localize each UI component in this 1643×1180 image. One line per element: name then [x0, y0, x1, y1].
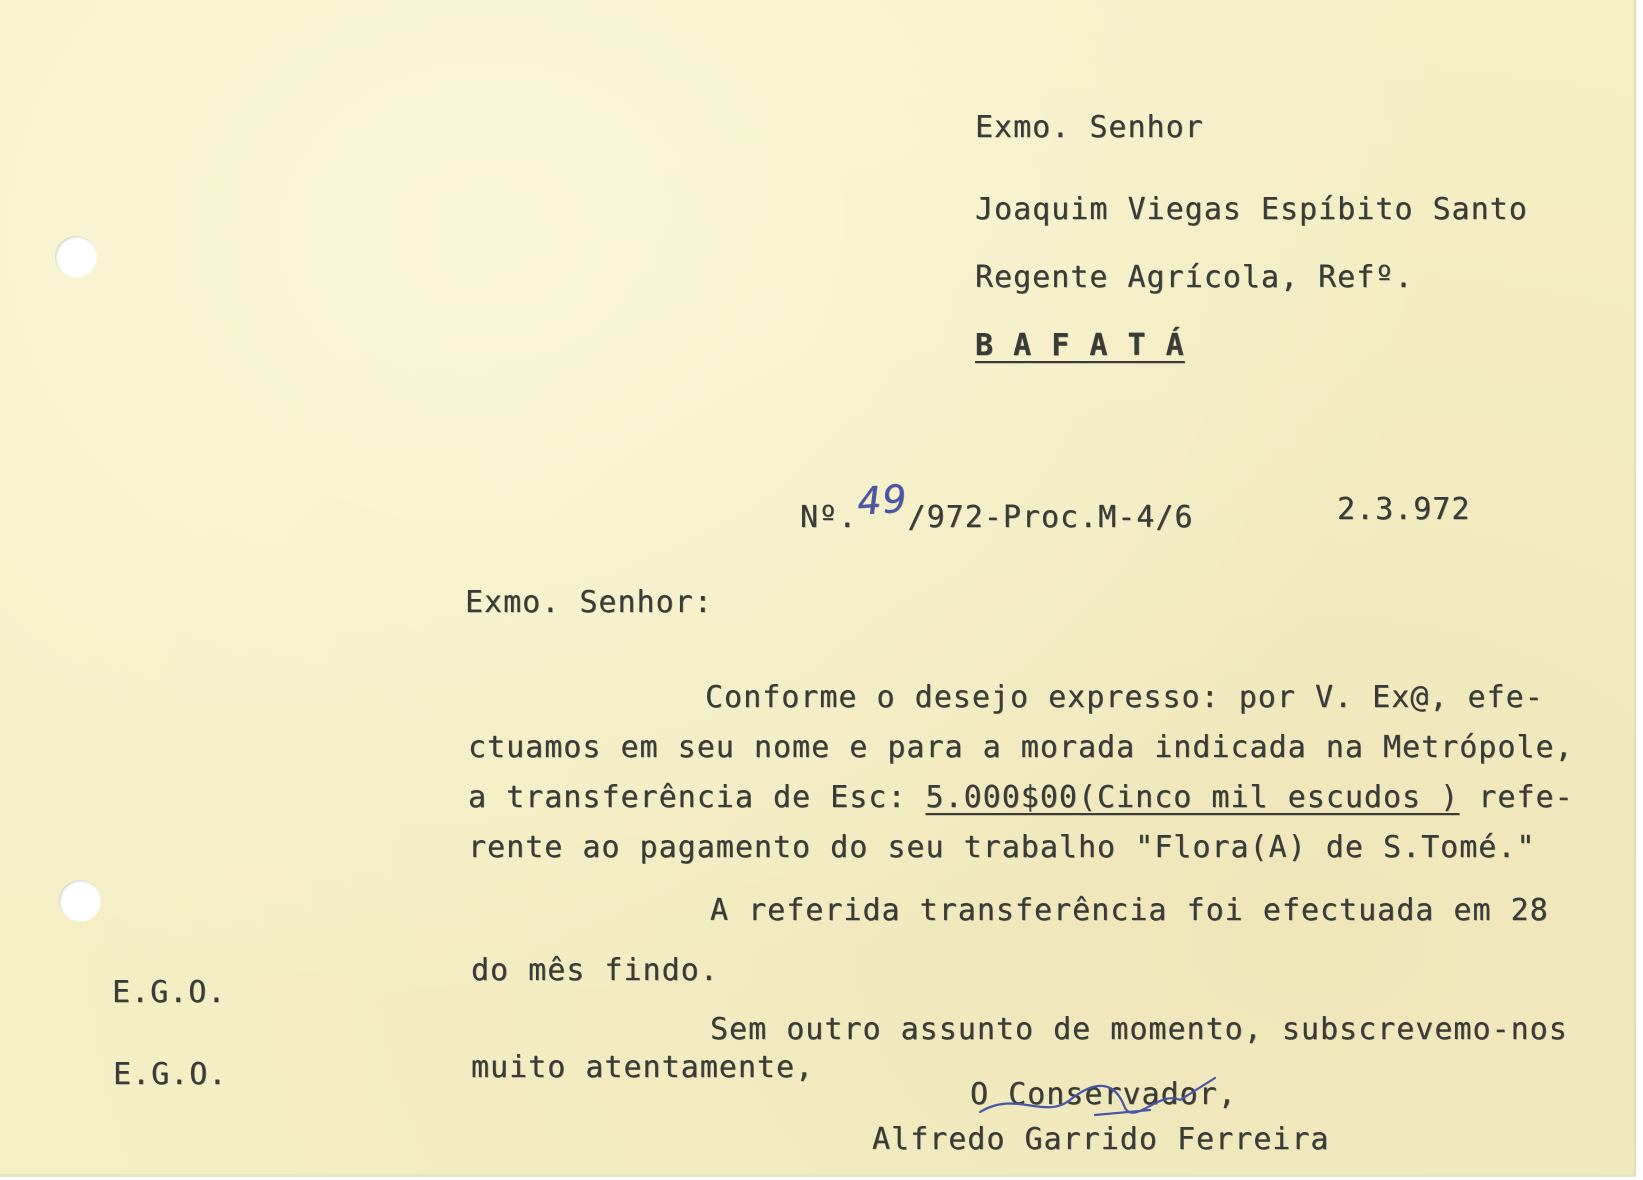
reference-line: [800, 476, 1194, 536]
recipient-title: Regente Agrícola, Refº.: [975, 260, 1414, 295]
signature-name: Alfredo Garrido Ferreira: [872, 1122, 1330, 1157]
punch-hole-bottom: [59, 880, 101, 922]
body-line: muito atentamente,: [471, 1050, 815, 1085]
recipient-salutation: Exmo. Senhor: [975, 110, 1204, 145]
punch-hole-top: [55, 236, 97, 278]
reference-number-handwritten: 49: [855, 476, 910, 524]
reference-prefix: Nº.: [800, 500, 858, 535]
recipient-name: Joaquim Viegas Espíbito Santo: [975, 192, 1528, 227]
body-line: rente ao pagamento do seu trabalho "Flora(A) de S.Tomé.": [468, 830, 1536, 865]
body-line: Conforme o desejo expresso: por V. Ex@, efe-: [705, 680, 1544, 715]
signature-role: O Conservador,: [970, 1077, 1237, 1112]
transfer-amount: 5.000$00(Cinco mil escudos ): [925, 780, 1460, 815]
reference-date: 2.3.972: [1337, 492, 1471, 527]
body-line: Sem outro assunto de momento, subscrevemo-nos: [710, 1012, 1568, 1047]
copy-notation: E.G.O.: [112, 975, 227, 1010]
reference-suffix: /972-Proc.M-4/6: [907, 500, 1194, 535]
body-text: refe-: [1459, 780, 1574, 815]
body-line: A referida transferência foi efectuada em 28: [710, 893, 1549, 928]
body-text: a transferência de Esc:: [468, 780, 926, 815]
body-line: ctuamos em seu nome e para a morada indicada na Metrópole,: [468, 730, 1574, 765]
letter-greeting: Exmo. Senhor:: [465, 585, 713, 620]
body-line: [468, 780, 1574, 815]
recipient-location: B A F A T Á: [975, 328, 1185, 363]
handwritten-signature: [975, 1070, 1235, 1130]
body-line: do mês findo.: [471, 953, 719, 988]
copy-notation: E.G.O.: [113, 1057, 228, 1092]
